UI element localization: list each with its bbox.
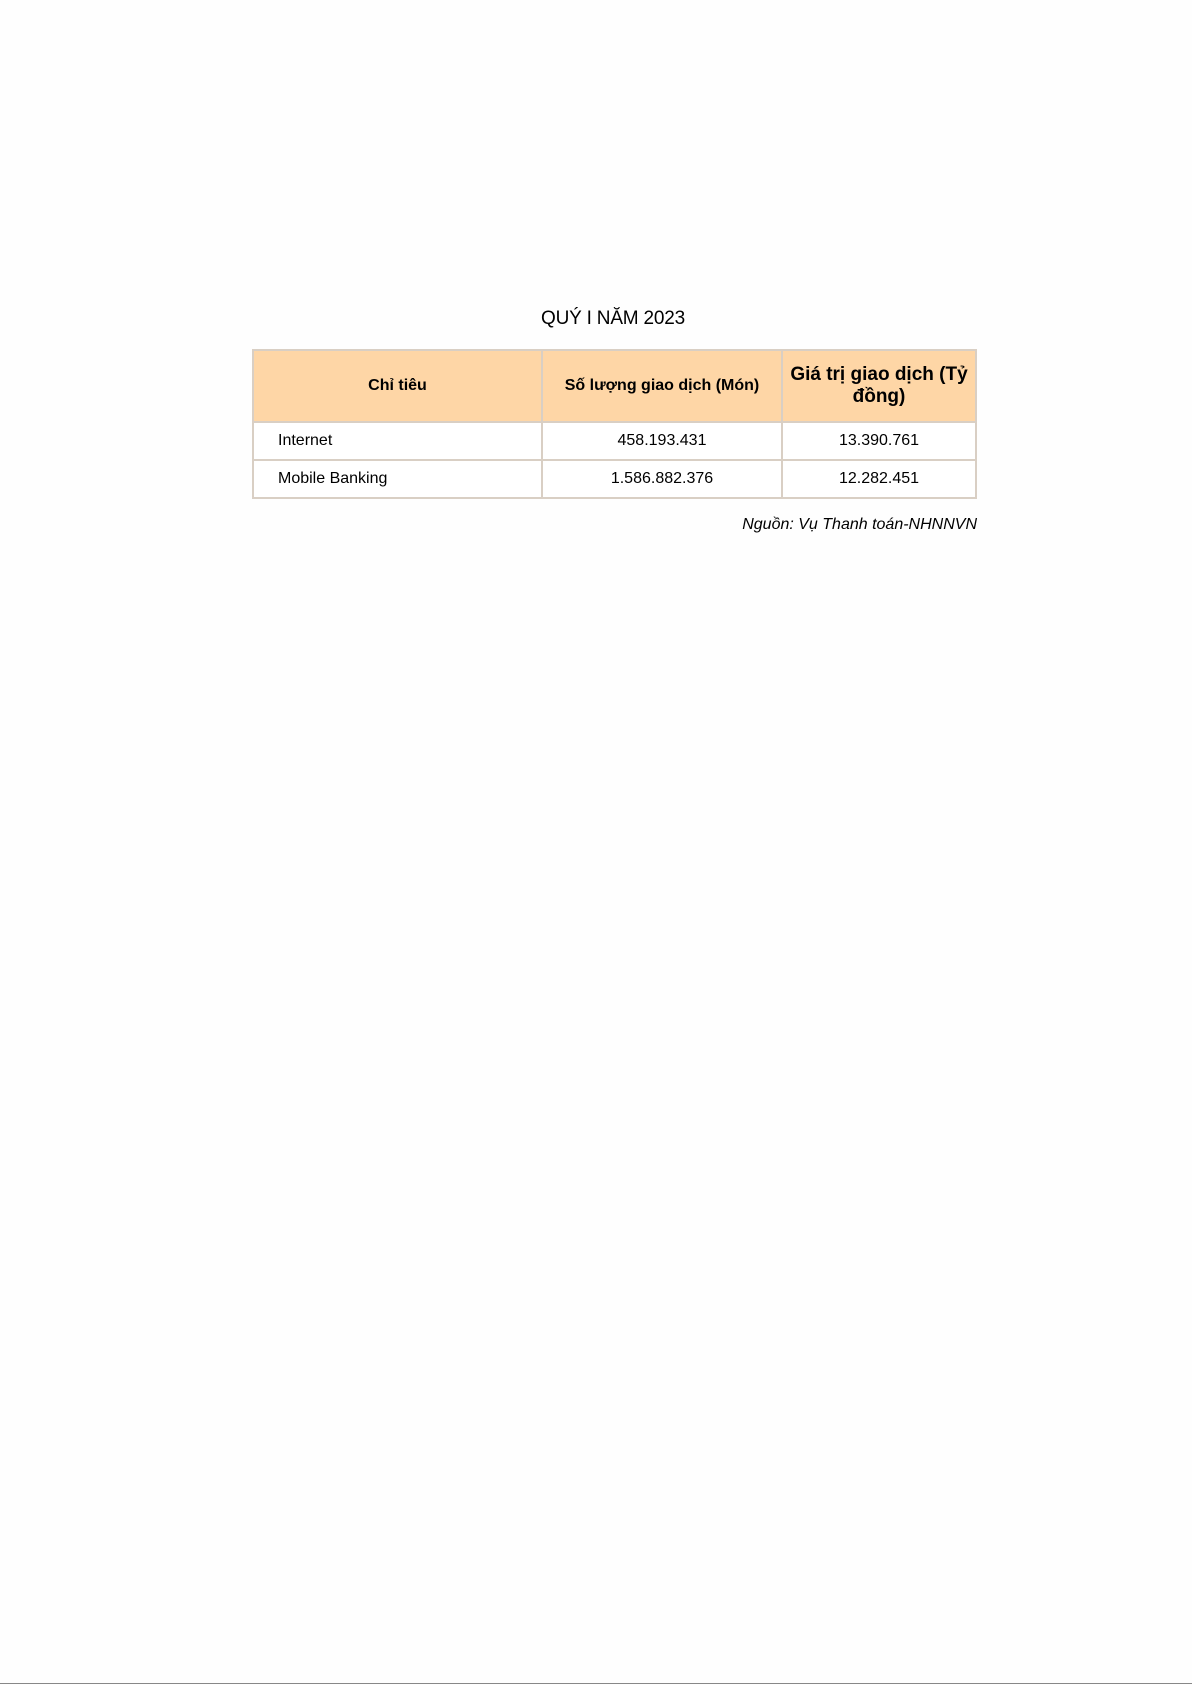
table-title: QUÝ I NĂM 2023 <box>541 308 685 329</box>
page-bottom-rule <box>0 1683 1192 1684</box>
row-indicator: Mobile Banking <box>253 460 542 498</box>
transactions-table <box>252 349 977 499</box>
header-indicator: Chỉ tiêu <box>253 350 542 422</box>
header-transaction-value: Giá trị giao dịch (Tỷ đồng) <box>782 350 976 422</box>
row-transaction-count: 1.586.882.376 <box>542 460 782 498</box>
row-transaction-count: 458.193.431 <box>542 422 782 460</box>
table-header-row <box>253 350 976 422</box>
table-row <box>253 422 976 460</box>
row-indicator: Internet <box>253 422 542 460</box>
source-note: Nguồn: Vụ Thanh toán-NHNNVN <box>742 516 977 533</box>
row-transaction-value: 13.390.761 <box>782 422 976 460</box>
header-transaction-count: Số lượng giao dịch (Món) <box>542 350 782 422</box>
row-transaction-value: 12.282.451 <box>782 460 976 498</box>
table-row <box>253 460 976 498</box>
